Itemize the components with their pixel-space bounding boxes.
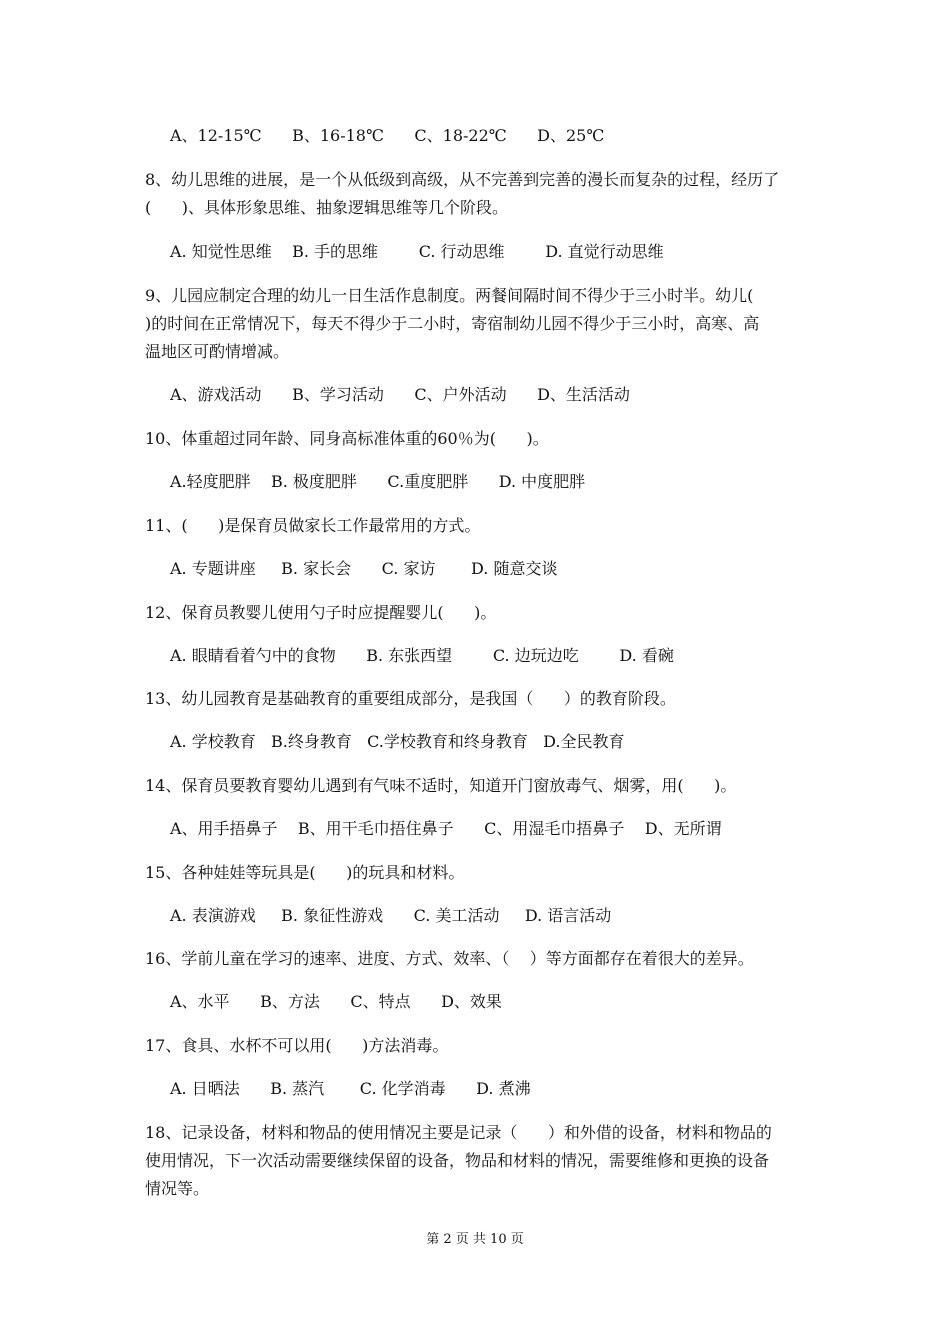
q15-text: 15、各种娃娃等玩具是( )的玩具和材料。: [145, 863, 465, 882]
q12-text: 12、保育员教婴儿使用勺子时应提醒婴儿( )。: [145, 603, 497, 622]
q8-text-line1: 8、幼儿思维的进展，是一个从低级到高级，从不完善到完善的漫长而复杂的过程，经历了: [145, 170, 780, 189]
q14-text: 14、保育员要教育婴幼儿遇到有气味不适时，知道开门窗放毒气、烟雾，用( )。: [145, 776, 737, 795]
q9-options: A、游戏活动 B、学习活动 C、户外活动 D、生活活动: [170, 385, 630, 404]
q18-text-line2: 使用情况，下一次活动需要继续保留的设备，物品和材料的情况，需要维修和更换的设备: [145, 1151, 770, 1170]
q9-text-line1: 9、儿园应制定合理的幼儿一日生活作息制度。两餐间隔时间不得少于三小时半。幼儿(: [145, 286, 754, 305]
q16-text: 16、学前儿童在学习的速率、进度、方式、效率、（ ）等方面都存在着很大的差异。: [145, 949, 754, 968]
q16-options: A、水平 B、方法 C、特点 D、效果: [170, 992, 502, 1011]
q17-options: A. 日晒法 B. 蒸汽 C. 化学消毒 D. 煮沸: [170, 1079, 531, 1098]
q13-text: 13、幼儿园教育是基础教育的重要组成部分，是我国（ ）的教育阶段。: [145, 689, 676, 708]
q17-text: 17、食具、水杯不可以用( )方法消毒。: [145, 1036, 449, 1055]
q18-text-line1: 18、记录设备，材料和物品的使用情况主要是记录（ ）和外借的设备，材料和物品的: [145, 1123, 772, 1142]
q8-options: A. 知觉性思维 B. 手的思维 C. 行动思维 D. 直觉行动思维: [170, 242, 664, 261]
q18-text-line3: 情况等。: [145, 1179, 210, 1198]
q11-text: 11、( )是保育员做家长工作最常用的方式。: [145, 516, 481, 535]
q10-options: A.轻度肥胖 B. 极度肥胖 C.重度肥胖 D. 中度肥胖: [170, 472, 586, 491]
q10-text: 10、体重超过同年龄、同身高标准体重的60％为( )。: [145, 429, 549, 448]
q13-options: A. 学校教育 B.终身教育 C.学校教育和终身教育 D.全民教育: [170, 732, 625, 751]
q9-text-line2: )的时间在正常情况下，每天不得少于二小时，寄宿制幼儿园不得少于三小时，高寒、高: [145, 314, 760, 333]
q14-options: A、用手捂鼻子 B、用干毛巾捂住鼻子 C、用湿毛巾捂鼻子 D、无所谓: [170, 819, 722, 838]
q9-text-line3: 温地区可酌情增减。: [145, 342, 290, 361]
page-number-footer: 第 2 页 共 10 页: [426, 1232, 524, 1247]
q7-options: A、12-15℃ B、16-18℃ C、18-22℃ D、25℃: [170, 126, 605, 145]
q8-text-line2: ( )、具体形象思维、抽象逻辑思维等几个阶段。: [145, 198, 509, 217]
q15-options: A. 表演游戏 B. 象征性游戏 C. 美工活动 D. 语言活动: [170, 906, 612, 925]
q12-options: A. 眼睛看着勺中的食物 B. 东张西望 C. 边玩边吃 D. 看碗: [170, 646, 674, 665]
q11-options: A. 专题讲座 B. 家长会 C. 家访 D. 随意交谈: [170, 559, 558, 578]
